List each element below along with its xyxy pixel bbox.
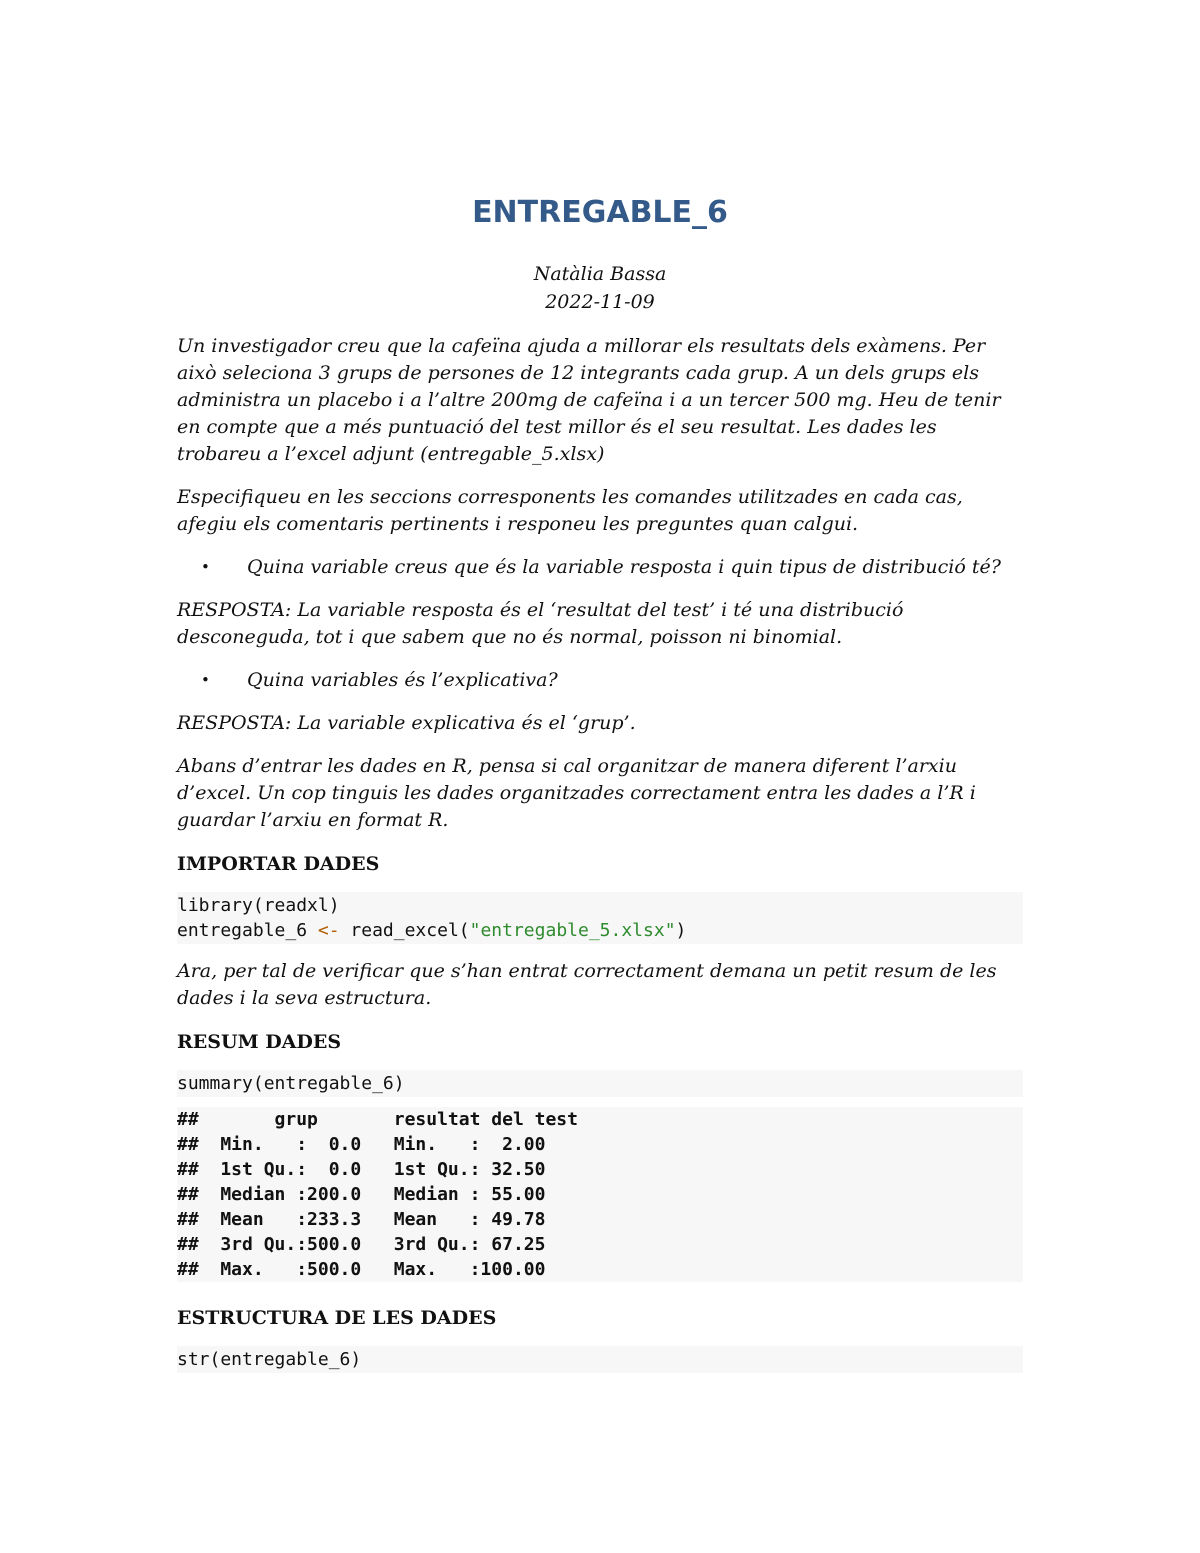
code-line: str(entregable_6)	[177, 1349, 362, 1370]
summary-heading: RESUM DADES	[177, 1031, 342, 1053]
summary-code-block	[177, 1070, 1023, 1097]
output-line: ## Median :200.0 Median : 55.00	[177, 1184, 578, 1205]
instructions-paragraph: Especifiqueu en les seccions corresponents les comandes utilitzades en cada cas, afegiu els comentaris pertinents i responeu les preguntes quan calgui.	[177, 486, 963, 535]
question-item	[201, 667, 1023, 694]
output-line: ## Max. :500.0 Max. :100.00	[177, 1259, 578, 1280]
question-item	[201, 554, 1023, 581]
summary-output-block	[177, 1107, 1023, 1282]
code-token: read_excel(	[339, 920, 470, 941]
assign-operator: <-	[317, 920, 340, 941]
code-line	[177, 918, 1023, 943]
question-list-1	[177, 554, 1023, 581]
document-date: 2022-11-09	[545, 291, 655, 313]
question-list-2	[177, 667, 1023, 694]
structure-code-block	[177, 1346, 1023, 1373]
answer-paragraph: RESPOSTA: La variable resposta és el ‘resultat del test’ i té una distribució desconeguda, tot i que sabem que no és normal, poisson ni binomial.	[177, 599, 904, 648]
question-text: Quina variables és l’explicativa?	[247, 669, 558, 691]
code-line: library(readxl)	[177, 895, 340, 916]
string-literal: "entregable_5.xlsx"	[469, 920, 676, 941]
output-line: ## Mean :233.3 Mean : 49.78	[177, 1209, 578, 1230]
bullet-icon: •	[201, 558, 210, 576]
answer-paragraph: RESPOSTA: La variable explicativa és el ‘grup’.	[177, 712, 636, 734]
structure-heading: ESTRUCTURA DE LES DADES	[177, 1307, 497, 1329]
code-line: summary(entregable_6)	[177, 1073, 405, 1094]
after-import-paragraph: Ara, per tal de verificar que s’han entrat correctament demana un petit resum de les dades i la seva estructura.	[177, 960, 997, 1009]
document-author: Natàlia Bassa	[533, 263, 667, 285]
output-line: ## Min. : 0.0 Min. : 2.00	[177, 1134, 578, 1155]
output-line: ## grup resultat del test	[177, 1109, 578, 1130]
document-title: ENTREGABLE_6	[472, 195, 728, 230]
intro-paragraph: Un investigador creu que la cafeïna ajuda a millorar els resultats dels exàmens. Per això seleciona 3 grups de persones de 12 integrants cada grup. A un dels grups els administra un placebo i a l’altre 200mg de cafeïna i a un tercer 500 mg. Heu de tenir en compte que a més puntuació del test millor és el seu resultat. Les dades les trobareu a l’excel adjunt (entregable_5.xlsx)	[177, 335, 1001, 465]
import-heading: IMPORTAR DADES	[177, 853, 380, 875]
output-line: ## 1st Qu.: 0.0 1st Qu.: 32.50	[177, 1159, 578, 1180]
code-token: entregable_6	[177, 920, 318, 941]
output-line: ## 3rd Qu.:500.0 3rd Qu.: 67.25	[177, 1234, 578, 1255]
code-token: )	[675, 920, 687, 941]
before-import-paragraph: Abans d’entrar les dades en R, pensa si cal organitzar de manera diferent l’arxiu d’excel. Un cop tinguis les dades organitzades correctament entra les dades a l’R i guardar l’arxiu en format R.	[177, 755, 976, 831]
document-page	[177, 188, 1023, 1387]
question-text: Quina variable creus que és la variable resposta i quin tipus de distribució té?	[247, 556, 1001, 578]
bullet-icon: •	[201, 671, 210, 689]
import-code-block	[177, 892, 1023, 944]
